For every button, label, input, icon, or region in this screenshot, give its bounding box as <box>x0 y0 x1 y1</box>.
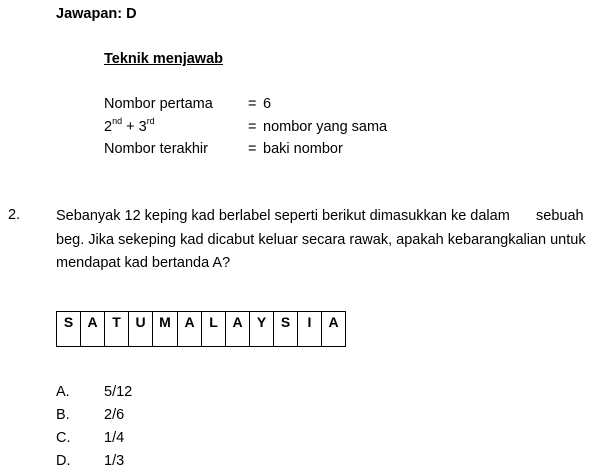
card-cell: A <box>226 312 250 347</box>
question-number: 2. <box>8 207 21 223</box>
question-line: Sebanyak 12 keping kad berlabel seperti berikut dimasukkan ke dalam <box>56 208 510 224</box>
technique-row-value: 6 <box>263 96 272 112</box>
question-line-tail: sebuah <box>536 208 584 224</box>
technique-row-sep: = <box>248 141 257 157</box>
card-cell: S <box>274 312 298 347</box>
question-text <box>56 205 586 276</box>
card-cell: T <box>105 312 129 347</box>
answer-label: Jawapan: D <box>56 6 137 22</box>
technique-row-sep: = <box>248 119 257 135</box>
option-letter: B. <box>56 407 70 423</box>
card-cell: S <box>57 312 81 347</box>
technique-row-label: Nombor terakhir <box>104 141 208 157</box>
ordinal-suffix: nd <box>112 116 123 127</box>
ordinal-suffix: rd <box>146 116 155 127</box>
technique-row-value: nombor yang sama <box>263 119 388 135</box>
question-line: mendapat kad bertanda A? <box>56 255 231 271</box>
technique-row-label: Nombor pertama <box>104 96 213 112</box>
card-cell: Y <box>250 312 274 347</box>
card-cell: A <box>81 312 105 347</box>
card-cell: U <box>129 312 153 347</box>
option-value: 5/12 <box>104 384 133 400</box>
card-table <box>56 311 346 347</box>
card-cell: L <box>202 312 226 347</box>
option-value: 2/6 <box>104 407 125 423</box>
card-cell: M <box>153 312 178 347</box>
option-letter: A. <box>56 384 70 400</box>
question-line: beg. Jika sekeping kad dicabut keluar secara rawak, apakah kebarangkalian untuk <box>56 231 586 248</box>
ordinal-plus: + 3 <box>122 119 147 135</box>
technique-heading: Teknik menjawab <box>104 51 223 67</box>
card-cell: A <box>178 312 202 347</box>
technique-row-sep: = <box>248 96 257 112</box>
option-letter: C. <box>56 430 71 446</box>
option-value: 1/3 <box>104 453 125 469</box>
option-letter: D. <box>56 453 71 469</box>
technique-row-label-ordinals <box>104 116 155 135</box>
card-cell: A <box>322 312 346 347</box>
technique-row-value: baki nombor <box>263 141 343 157</box>
ordinal-number: 2 <box>104 119 113 135</box>
card-cell: I <box>298 312 322 347</box>
option-value: 1/4 <box>104 430 125 446</box>
